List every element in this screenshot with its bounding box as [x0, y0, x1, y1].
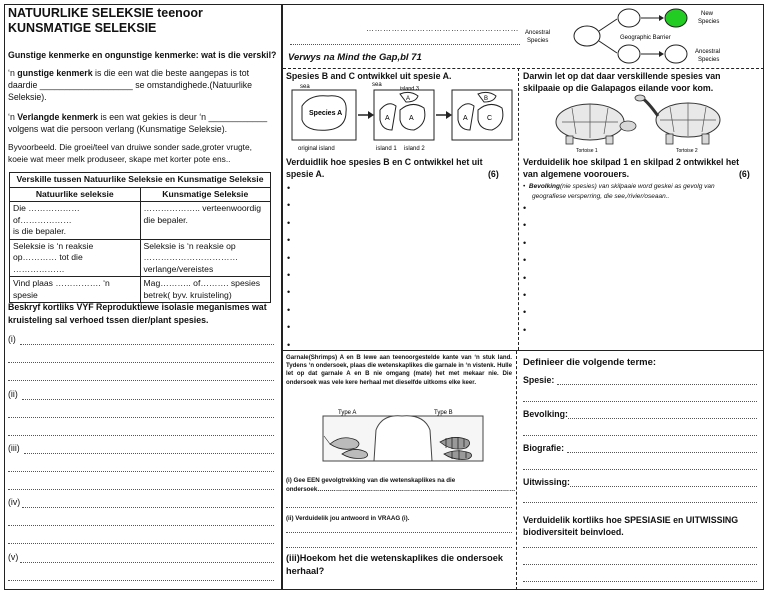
question-iii-line2: herhaal? — [286, 566, 325, 576]
bullet-point: • — [523, 324, 527, 335]
question-i-line2: ondersoek…………………………………………………………………………………… — [286, 486, 516, 493]
comparison-table — [9, 172, 271, 303]
bullet-point: • — [287, 322, 291, 333]
question-line1: Beskryf kortliks VYF Reproduktiewe isolasie meganismes wat — [8, 302, 267, 312]
original-island-label: original island — [298, 146, 335, 152]
table-cell: Mag……….. of………. spesies betrek( byv. kruisteling) — [140, 277, 271, 303]
answer-line[interactable] — [22, 507, 274, 508]
bullet-point: • — [523, 307, 527, 318]
table-cell: ……………….. verteenwoordig die bepaler. — [140, 202, 271, 240]
question-line2: kruisteling sal verhoed tssen dier/plant spesies. — [8, 315, 209, 325]
page-title: NATUURLIKE SELEKSIE teenoor KUNSMATIGE SELEKSIE — [8, 6, 203, 35]
answer-line[interactable] — [290, 44, 520, 45]
question-text: Verduidelik hoe skilpad 1 en skilpad 2 ontwikkel het — [523, 157, 740, 167]
species-label: A — [463, 115, 468, 122]
question-text: Verduidelik kortliks hoe SPESIASIE en UITWISSING — [523, 515, 739, 525]
hint-term: Bevolking — [528, 183, 560, 190]
bullet-point: • — [523, 237, 527, 248]
table-cell: Seleksie is ‘n reaksie op …………………………… verlange/vereistes — [140, 239, 271, 277]
question-text-line2: spesie A. — [286, 169, 325, 179]
answer-line[interactable] — [8, 580, 274, 581]
answer-label: (ii) — [8, 389, 18, 399]
def1-term: gunstige kenmerk — [17, 68, 93, 78]
answer-line[interactable] — [22, 399, 274, 400]
section-heading-line2: skilpaaie op die Galapagos eilande voor kom. — [523, 83, 714, 93]
ancestral-label: Ancestral — [525, 30, 551, 36]
answer-line[interactable] — [8, 435, 274, 436]
hint-rest: (nie spesies) van skilpaaie word geskei as gevolg van — [559, 183, 715, 190]
table-row — [10, 202, 271, 240]
answer-label: (v) — [8, 552, 19, 562]
ancestral-species-label: Species — [698, 57, 720, 63]
answer-label: (iii) — [8, 443, 20, 453]
reference-text: Verwys na Mind the Gap,bl 71 — [288, 52, 422, 63]
answer-line[interactable] — [24, 453, 274, 454]
shrimp-paragraph: Garnale(Shrimps) A en B lewe aan teenoorgestelde kante van ‘n stuk land. Tydens ‘n ondersoek, plaas die wetenskaplikes die garnale in ‘n vistenk. Hulle let op dat garnale A en B nie omgang (mate) het met mekaar nie. Die ondersoek was vele kere herhaal met dieselfde uitkoms elke keer. — [286, 354, 512, 386]
answer-line[interactable] — [523, 547, 757, 548]
bullet-point: • — [287, 270, 291, 280]
example-line2: koeie wat meer melk produseer, skape met korter pote ens.. — [8, 154, 231, 164]
example-line1: Byvoorbeeld. Die groei/teel van druiwe sonder sade,groter vrugte, — [8, 142, 252, 152]
table-header-artificial: Kunsmatige Seleksie — [140, 187, 271, 202]
ancestral-label: Species — [527, 38, 549, 44]
new-species-label: Species — [698, 19, 720, 25]
question-iii: (iii)Hoekom het die wetenskaplikes die ondersoek — [286, 553, 503, 563]
answer-line[interactable] — [286, 507, 512, 508]
answer-line[interactable] — [568, 418, 757, 419]
answer-line[interactable] — [20, 562, 274, 563]
question-text-line2: biodiversiteit beinvloed. — [523, 527, 624, 537]
species-label: C — [487, 115, 493, 122]
bullet-point: • — [287, 183, 291, 193]
shrimp-tank-illustration — [322, 408, 484, 462]
arrowhead-icon — [446, 111, 452, 119]
term-label: Uitwissing: — [523, 477, 570, 487]
arrow-line — [599, 41, 617, 53]
speciation-diagram — [525, 6, 761, 66]
island1-label: island 1 — [376, 146, 397, 152]
name-dotted-line: ……………………………………………… — [366, 24, 519, 33]
section-divider-bottom-vertical — [516, 351, 517, 590]
question-text: Verduidlik hoe spesies B en C ontwikkel het uit — [286, 157, 483, 167]
new-species-circle — [665, 9, 687, 27]
new-species-label: New — [701, 11, 714, 17]
question-ii: (ii) Verduidelik jou antwoord in VRAAG (i). — [286, 515, 410, 522]
table-caption: Verskille tussen Natuurlike Seleksie en Kunsmatige Seleksie — [10, 173, 271, 188]
term-label: Bevolking: — [523, 409, 568, 419]
species-a-label: Species A — [309, 110, 343, 117]
table-row — [10, 277, 271, 303]
section-heading: Darwin let op dat daar verskillende spesies van — [523, 71, 721, 81]
section-divider-middle — [518, 68, 519, 350]
answer-line[interactable] — [523, 401, 757, 402]
answer-line[interactable] — [8, 525, 274, 526]
bullet-point: • — [287, 287, 291, 298]
answer-line[interactable] — [8, 471, 274, 472]
bullet-point: • — [523, 255, 527, 266]
answer-line[interactable] — [567, 452, 757, 453]
bullet-point: • — [287, 235, 291, 246]
island2-label: island 2 — [404, 146, 425, 152]
barrier-label: Geographic Barrier — [620, 35, 671, 41]
bullet-point: • — [523, 203, 527, 213]
section-divider-top — [283, 68, 764, 69]
ancestral-species-circle — [665, 45, 687, 63]
table-row — [10, 239, 271, 277]
answer-line[interactable] — [8, 380, 274, 381]
tortoise2-label: Tortoise 2 — [676, 148, 698, 154]
bullet-point: • — [523, 272, 527, 283]
term-label: Biografie: — [523, 443, 565, 453]
land-barrier-shape — [374, 416, 432, 461]
answer-line[interactable] — [286, 547, 512, 548]
answer-line[interactable] — [8, 417, 274, 418]
definition-favourable — [8, 68, 249, 78]
arrowhead-icon — [659, 15, 664, 21]
bullet-point: • — [287, 339, 291, 350]
hint-text: • Bevolking(nie spesies) van skilpaaie word geskei as gevolg van — [523, 183, 715, 190]
ancestral-species-label: Ancestral — [695, 49, 721, 55]
section-heading: Definieer die volgende terme: — [523, 357, 657, 368]
section-heading: Spesies B and C ontwikkel uit spesie A. — [286, 71, 452, 81]
def1-rest: is die een wat die beste aangepas is tot — [92, 68, 250, 78]
question-i: (i) Gee EEN gevolgtrekking van die wetenskaplikes na die — [286, 477, 456, 484]
answer-line[interactable] — [523, 581, 757, 582]
sea-label: sea — [372, 82, 382, 88]
arrowhead-icon — [659, 51, 664, 57]
type-a-label: Type A — [338, 410, 357, 416]
bullet-point: • — [523, 220, 527, 231]
tortoise-illustration — [548, 94, 744, 154]
question-text-line2: van algemene voorouers. — [523, 169, 630, 179]
type-b-label: Type B — [434, 410, 453, 416]
species-label: A — [385, 115, 390, 122]
table-cell: Vind plaas ……………. ‘n spesie — [10, 277, 141, 303]
species-label: A — [406, 96, 411, 102]
section-divider-bottom — [283, 350, 764, 351]
sea-label: sea — [300, 84, 310, 90]
species-label: A — [409, 115, 414, 122]
island-diagram — [288, 80, 516, 154]
subheading: Gunstige kenmerke en ongunstige kenmerke: wat is die verskil? — [8, 50, 277, 60]
answer-line[interactable] — [523, 469, 757, 470]
bullet-point: • — [287, 200, 291, 211]
population-circle — [618, 9, 640, 27]
answer-line[interactable] — [8, 362, 274, 363]
answer-label: (i) — [8, 334, 16, 344]
definition-favourable-line2: daardie ___________________ se omstandighede.(Natuurlike — [8, 80, 253, 90]
marks-label: (6) — [488, 169, 499, 179]
column-divider — [281, 4, 283, 590]
arrowhead-icon — [368, 111, 374, 119]
bullet-point: • — [287, 304, 291, 315]
bullet-point: • — [287, 252, 291, 263]
def2-term: Verlangde kenmerk — [17, 112, 98, 122]
hint-text-line2: geografiese versperring, die see,/rivier/oseaan.. — [532, 193, 670, 200]
answer-line[interactable] — [8, 543, 274, 544]
tortoise1-label: Tortoise 1 — [576, 148, 598, 154]
def1-prefix: ‘n — [8, 68, 18, 78]
marks-label: (6) — [739, 169, 750, 179]
answer-line[interactable] — [570, 486, 757, 487]
answer-line[interactable] — [523, 502, 757, 503]
answer-line[interactable] — [8, 489, 274, 490]
species-label: B — [484, 96, 489, 102]
answer-line[interactable] — [20, 344, 274, 345]
table-header-natural: Natuurlike seleksie — [10, 187, 141, 202]
answer-line[interactable] — [286, 532, 512, 533]
term-label: Spesie: — [523, 375, 555, 385]
island3-label: island 3 — [400, 86, 419, 92]
ancestral-circle — [574, 26, 600, 46]
answer-line[interactable] — [523, 564, 757, 565]
answer-label: (iv) — [8, 497, 21, 507]
table-cell: Seleksie is ‘n reaksie op………… tot die ……………… — [10, 239, 141, 277]
definition-desired-line2: volgens wat die persoon verlang (Kunsmatige Seleksie). — [8, 124, 228, 134]
table-cell: Die ……………… of……………… is die bepaler. — [10, 202, 141, 240]
definition-desired — [8, 112, 267, 122]
bullet-point: • — [287, 217, 291, 228]
population-circle — [618, 45, 640, 63]
arrow-line — [599, 19, 617, 31]
def2-prefix: ‘n — [8, 112, 18, 122]
answer-line[interactable] — [523, 435, 757, 436]
definition-favourable-line3: Seleksie). — [8, 92, 47, 102]
answer-line[interactable] — [557, 384, 757, 385]
def2-rest: is een wat gekies is deur ‘n ____________ — [97, 112, 268, 122]
bullet-point: • — [523, 290, 527, 300]
